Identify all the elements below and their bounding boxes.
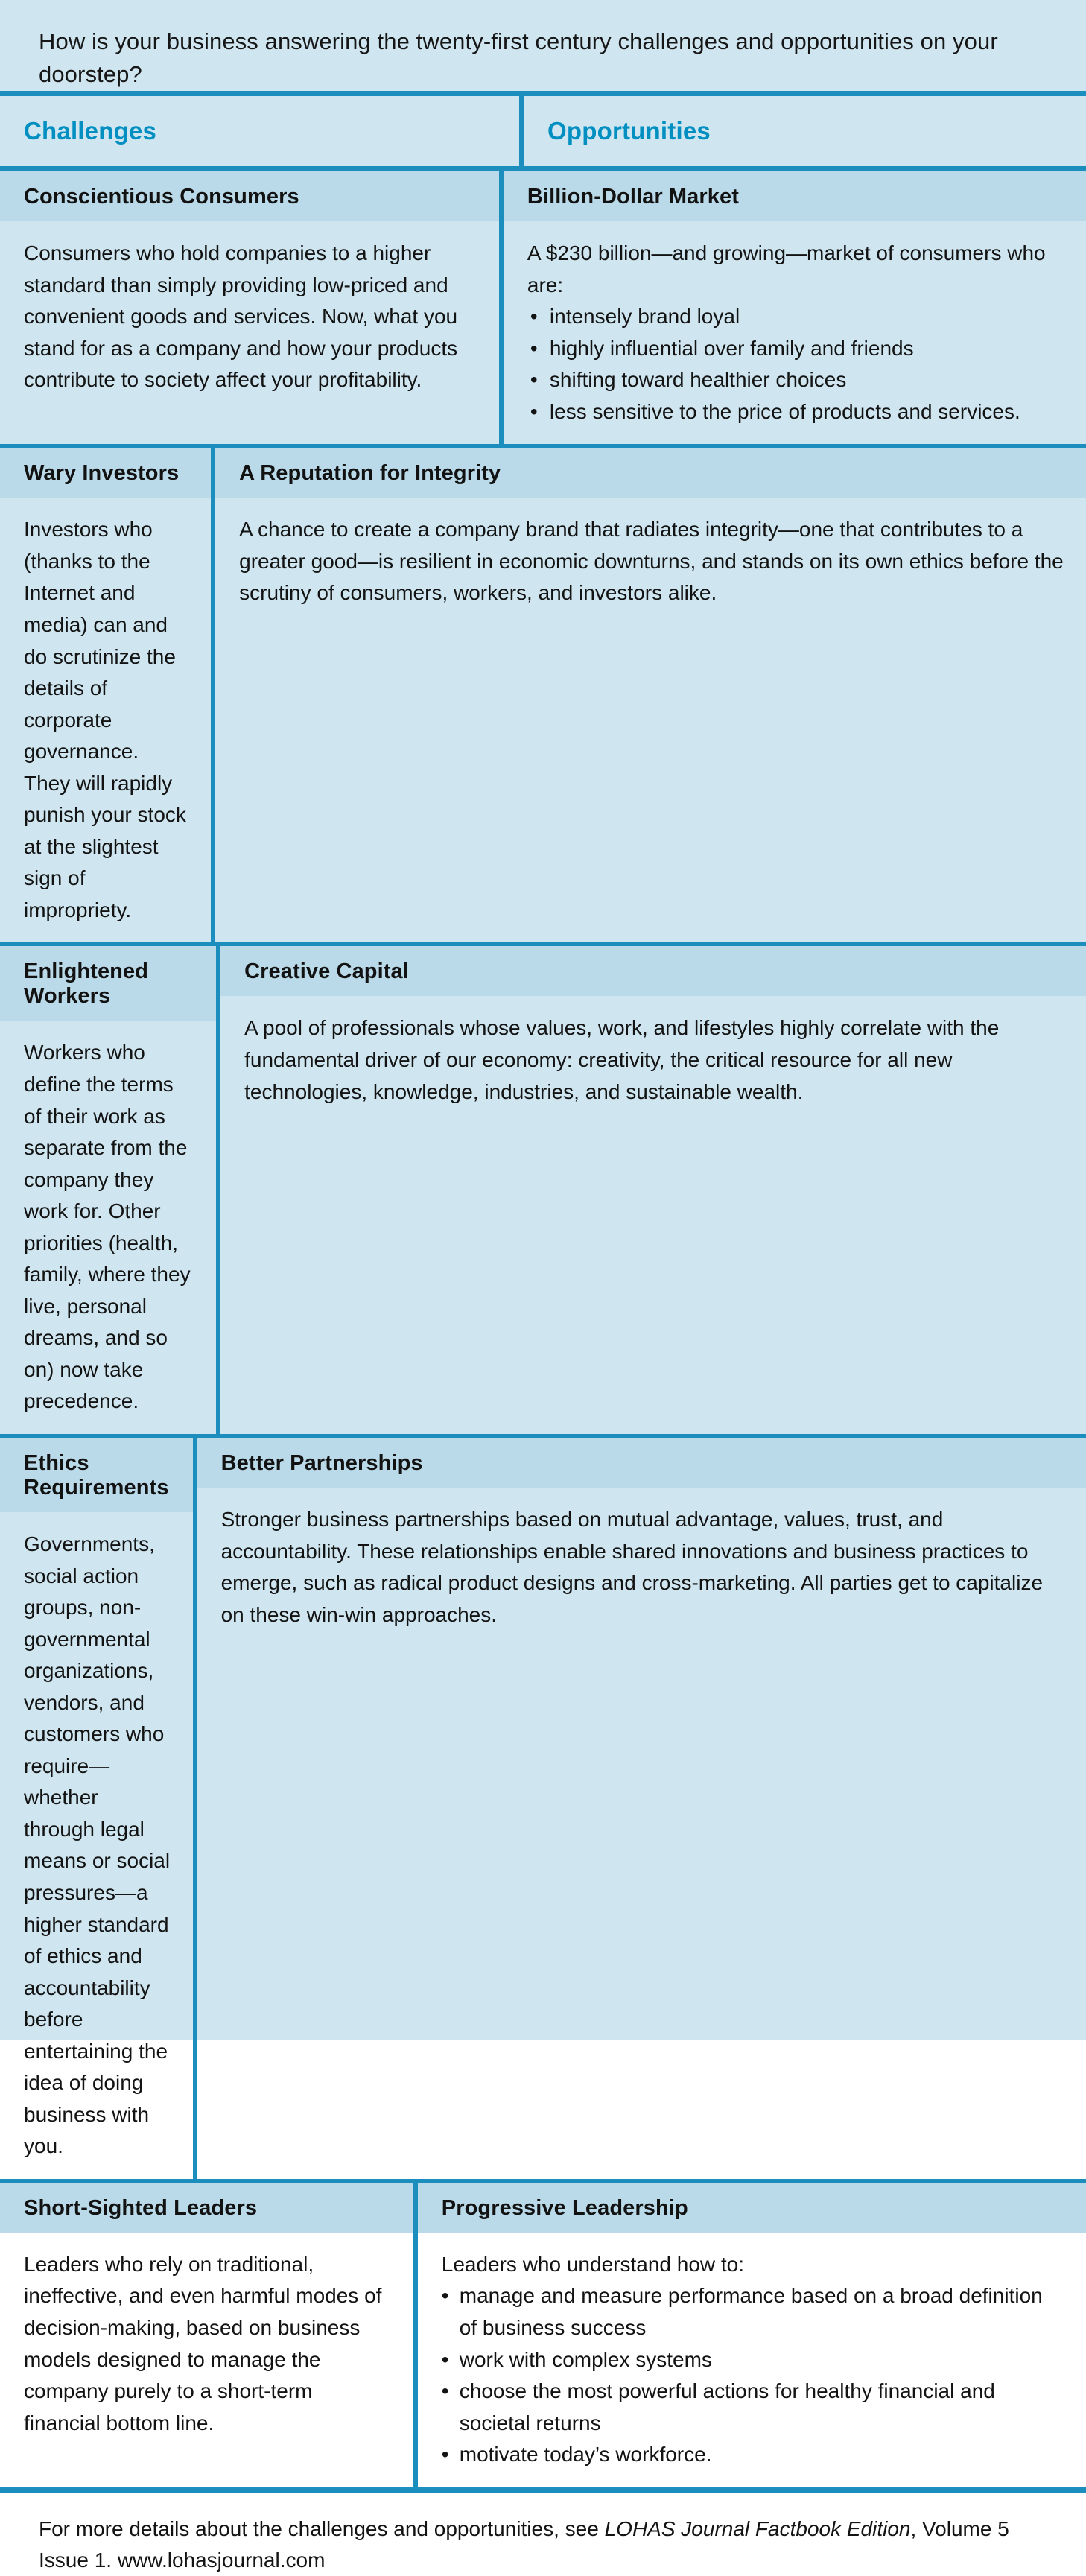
bullet-icon: •: [441, 2443, 449, 2466]
column-title-opportunities: Opportunities: [547, 117, 711, 145]
bullet-icon: •: [530, 368, 538, 392]
opportunity-cell: [220, 946, 1086, 1434]
challenge-body: [0, 498, 211, 942]
challenge-cell: [0, 1438, 193, 2179]
challenge-body: [0, 221, 499, 413]
challenge-heading: Short-Sighted Leaders: [0, 2183, 413, 2233]
divider-top: [0, 91, 1086, 96]
list-item: [527, 364, 1064, 396]
list-item-label: highly influential over family and friends: [549, 336, 914, 360]
divider-under-titles: [0, 166, 1086, 171]
list-item: [442, 2376, 1064, 2439]
challenge-cell: [0, 946, 216, 1434]
list-item-label: work with complex systems: [459, 2347, 712, 2371]
list-item-label: intensely brand loyal: [549, 305, 740, 329]
opportunity-paragraph: Stronger business partnerships based on mutual advantage, values, trust, and accountability. These relationships enable shared innovations and business practices to emerge, such as radical product designs and cross-marketing. All parties get to capitalize on these win-win approaches.: [220, 1507, 1044, 1626]
challenge-body: [0, 1021, 216, 1434]
opportunity-cell: [215, 448, 1086, 942]
bullet-icon: •: [530, 305, 538, 329]
table-row: [0, 1438, 1086, 2179]
challenge-paragraph: Consumers who hold companies to a higher standard than simply providing low-priced and convenient goods and services. Now, what you stand for as a company and how your products contribute to society affect your profitability.: [24, 241, 458, 392]
opportunity-heading: Better Partnerships: [197, 1438, 1086, 1488]
bullet-icon: •: [441, 2284, 449, 2308]
opportunity-paragraph: A chance to create a company brand that radiates integrity—one that contributes to a greater good—is resilient in economic downturns, and stands on its own ethics before the scrutiny of consumers, workers, and investors alike.: [239, 518, 1064, 605]
opportunity-body: [197, 1488, 1086, 1647]
list-item: [442, 2439, 1064, 2471]
opportunity-body: [220, 996, 1086, 1124]
column-title-row: [0, 96, 1086, 166]
challenge-body: [0, 1512, 193, 2179]
bullet-icon: •: [530, 336, 538, 360]
challenge-paragraph: Investors who (thanks to the Internet and media) can and do scrutinize the details of corporate governance. They will rapidly punish your stock at the slightest sign of impropriety.: [24, 518, 186, 921]
footer-text-after: , Volume 5 Issue 1. www.lohasjournal.com: [39, 2516, 1009, 2572]
list-item-label: less sensitive to the price of products and services.: [549, 399, 1020, 423]
intro-question: How is your business answering the twenty-first century challenges and opportunities on your doorstep?: [39, 28, 998, 88]
list-item: [527, 396, 1064, 428]
challenge-body: [0, 2233, 413, 2455]
bullet-icon: •: [441, 2379, 449, 2403]
opportunity-paragraph: Leaders who understand how to:: [441, 2252, 745, 2276]
opportunity-cell: [197, 1438, 1086, 2179]
opportunity-cell: [504, 171, 1086, 444]
table-row: [0, 2183, 1086, 2487]
opportunity-cell: [418, 2183, 1086, 2487]
challenge-heading: Wary Investors: [0, 448, 211, 498]
divider-above-footer: [0, 2487, 1086, 2493]
column-title-right-cell: [524, 96, 1086, 166]
table-row: [0, 171, 1086, 444]
list-item: [442, 2344, 1064, 2376]
challenge-cell: [0, 448, 211, 942]
list-item: [527, 301, 1064, 333]
footer-publication-title: LOHAS Journal Factbook Edition: [604, 2516, 911, 2540]
opportunity-bullet-list: [442, 2280, 1064, 2470]
table-row: [0, 448, 1086, 942]
opportunity-body: [504, 221, 1086, 444]
challenge-heading: Conscientious Consumers: [0, 171, 499, 221]
challenge-heading: Enlightened Workers: [0, 946, 216, 1021]
list-item-label: manage and measure performance based on a broad definition of business success: [459, 2284, 1043, 2340]
footer-text-before: For more details about the challenges and opportunities, see: [39, 2516, 605, 2540]
list-item-label: choose the most powerful actions for healthy financial and societal returns: [459, 2379, 995, 2434]
list-item-label: motivate today’s workforce.: [459, 2443, 712, 2466]
opportunity-heading: Progressive Leadership: [418, 2183, 1086, 2233]
table-row: [0, 946, 1086, 1434]
opportunity-paragraph: A pool of professionals whose values, work, and lifestyles highly correlate with the fundamental driver of our economy: creativity, the critical resource for all new technologies, knowledge, industries, and sustainable wealth.: [244, 1016, 1000, 1103]
bullet-icon: •: [441, 2347, 449, 2371]
challenge-paragraph: Leaders who rely on traditional, ineffective, and even harmful modes of decision-making, based on business models designed to manage the company purely to a short-term financial bottom line.: [24, 2252, 382, 2434]
challenge-cell: [0, 2183, 413, 2487]
list-item: [527, 333, 1064, 365]
opportunity-paragraph: A $230 billion—and growing—market of consumers who are:: [527, 241, 1046, 296]
column-title-challenges: Challenges: [24, 117, 157, 145]
challenge-paragraph: Workers who define the terms of their work as separate from the company they work for. Other priorities (health, family, where they live, personal dreams, and so on) now take precedence.: [24, 1041, 191, 1413]
opportunity-heading: A Reputation for Integrity: [215, 448, 1086, 498]
opportunity-bullet-list: [527, 301, 1064, 428]
footer-note: [0, 2493, 1086, 2576]
column-title-left-cell: [0, 96, 519, 166]
list-item-label: shifting toward healthier choices: [549, 368, 847, 392]
opportunity-body: [418, 2233, 1086, 2487]
bullet-icon: •: [530, 399, 538, 423]
challenge-heading: Ethics Requirements: [0, 1438, 193, 1512]
challenge-paragraph: Governments, social action groups, non-governmental organizations, vendors, and customers who require—whether through legal means or social pressures—a higher standard of ethics and accountability before entertaining the idea of doing business with you.: [24, 1532, 171, 2158]
opportunity-body: [215, 498, 1086, 626]
list-item: [442, 2280, 1064, 2344]
opportunity-heading: Creative Capital: [220, 946, 1086, 996]
challenge-cell: [0, 171, 499, 444]
opportunity-heading: Billion-Dollar Market: [504, 171, 1086, 221]
